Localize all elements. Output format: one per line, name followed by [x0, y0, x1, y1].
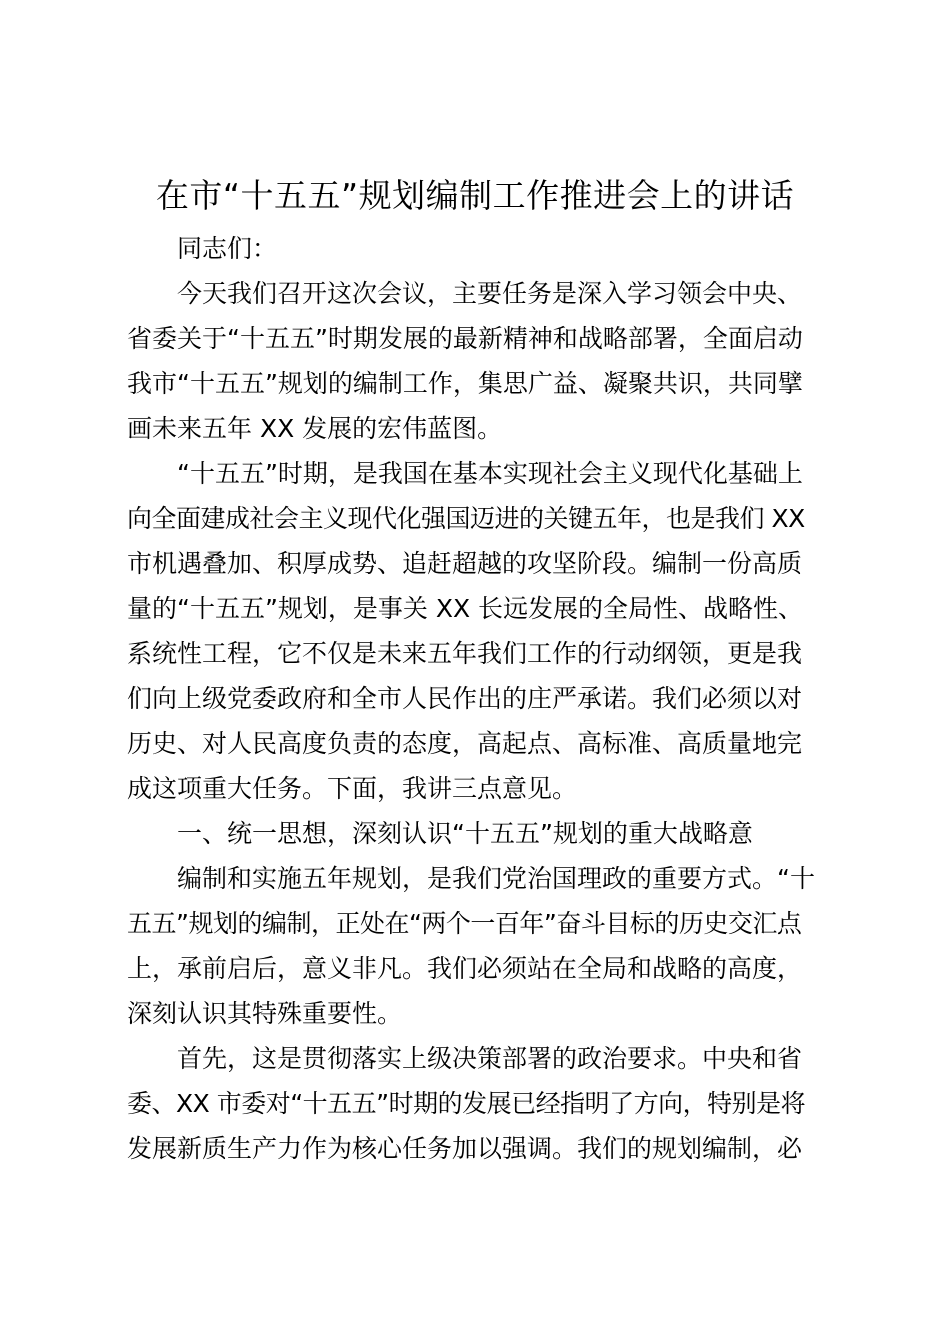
paragraph-4-line-2: 委、XX 市委对“十五五”时期的发展已经指明了方向，特别是将 [127, 1089, 806, 1118]
paragraph-2-line-3: 市机遇叠加、积厚成势、追赶超越的攻坚阶段。编制一份高质 [127, 549, 803, 578]
paragraph-3-line-4: 深刻认识其特殊重要性。 [127, 999, 403, 1028]
paragraph-1-line-2: 省委关于“十五五”时期发展的最新精神和战略部署，全面启动 [127, 324, 803, 353]
paragraph-4-line-3: 发展新质生产力作为核心任务加以强调。我们的规划编制，必 [127, 1134, 803, 1163]
paragraph-1-line-1: 今天我们召开这次会议，主要任务是深入学习领会中央、 [177, 279, 803, 308]
paragraph-2-line-2: 向全面建成社会主义现代化强国迈进的关键五年，也是我们 XX [127, 504, 805, 533]
paragraph-1-line-4: 画未来五年 XX 发展的宏伟蓝图。 [127, 414, 503, 443]
paragraph-3-line-1: 编制和实施五年规划，是我们党治国理政的重要方式。“十 [177, 864, 815, 893]
document-body [127, 226, 833, 1171]
salutation-line: 同志们： [177, 234, 278, 263]
paragraph-2-line-4: 量的“十五五”规划，是事关 XX 长远发展的全局性、战略性、 [127, 594, 804, 623]
paragraph-1-line-3: 我市“十五五”规划的编制工作，集思广益、凝聚共识，共同擘 [127, 369, 803, 398]
section-heading-1: 一、统一思想，深刻认识“十五五”规划的重大战略意 [177, 819, 753, 848]
paragraph-2-line-1: “十五五”时期，是我国在基本实现社会主义现代化基础上 [177, 459, 803, 488]
document-title: 在市“十五五”规划编制工作推进会上的讲话 [155, 176, 795, 215]
paragraph-3-line-2: 五五”规划的编制，正处在“两个一百年”奋斗目标的历史交汇点 [127, 909, 802, 938]
paragraph-2-line-7: 历史、对人民高度负责的态度，高起点、高标准、高质量地完 [127, 729, 803, 758]
paragraph-2-line-8: 成这项重大任务。下面，我讲三点意见。 [127, 774, 578, 803]
paragraph-2-line-5: 系统性工程，它不仅是未来五年我们工作的行动纲领，更是我 [127, 639, 803, 668]
paragraph-2-line-6: 们向上级党委政府和全市人民作出的庄严承诺。我们必须以对 [127, 684, 803, 713]
paragraph-4-line-1: 首先，这是贯彻落实上级决策部署的政治要求。中央和省 [177, 1044, 803, 1073]
paragraph-3-line-3: 上，承前启后，意义非凡。我们必须站在全局和战略的高度， [127, 954, 803, 983]
